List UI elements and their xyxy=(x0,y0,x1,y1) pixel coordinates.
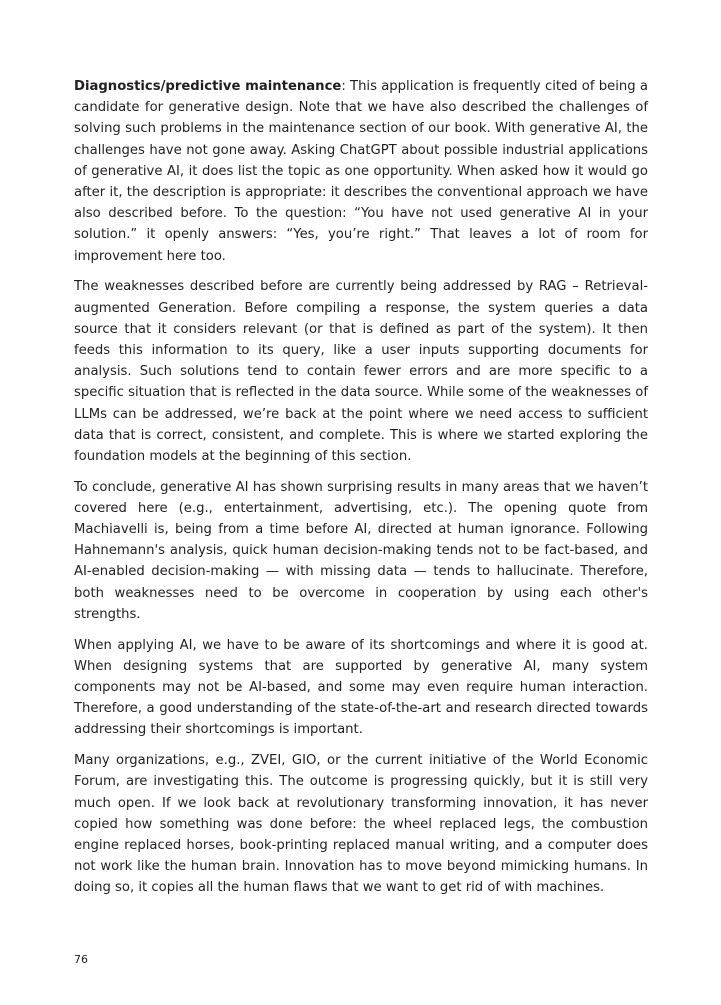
paragraph-organizations: Many organizations, e.g., ZVEI, GIO, or the current initiative of the World Economic Forum, are investigating this. The outcome is progressing quickly, but it is still very much open. If we look back at revolutionary transforming innovation, it has never copied how something was done before: the wheel replaced legs, the combustion engine replaced horses, book-printing replaced manual writing, and a computer does not work like the human brain. Innovation has to move beyond mimicking humans. In doing so, it copies all the human flaws that we want to get rid of with machines. xyxy=(74,753,648,896)
paragraph-text: : This application is frequently cited of being a candidate for generative design. Note that we have also described the challenges of solving such problems in the maintenance section of our book. With generative AI, the challenges have not gone away. Asking ChatGPT about possible industrial applications of generative AI, it does list the topic as one opportunity. When asked how it would go after it, the description is appropriate: it describes the conventional approach we have also described before. To the question: “You have not used generative AI in your solution.” it openly answers: “Yes, you’re right.” That leaves a lot of room for improvement here too. xyxy=(74,79,648,264)
paragraph-rag: The weaknesses described before are currently being addressed by RAG – Retrieval-augmented Generation. Before compiling a response, the system queries a data source that it considers relevant (or that is defined as part of the system). It then feeds this information to its query, like a user inputs supporting documents for analysis. Such solutions tend to contain fewer errors and are more specific to a specific situation that is reflected in the data source. While some of the weaknesses of LLMs can be addressed, we’re back at the point where we need access to sufficient data that is correct, consistent, and complete. This is where we started exploring the foundation models at the beginning of this section. xyxy=(74,279,648,464)
paragraph-applying-ai: When applying AI, we have to be aware of its shortcomings and where it is good at. When designing systems that are supported by generative AI, many system components may not be AI-based, and some may even require human interaction. Therefore, a good understanding of the state-of-the-art and research directed towards addressing their shortcomings is important. xyxy=(74,637,648,738)
page-number: 76 xyxy=(74,953,88,966)
paragraph-lead-term: Diagnostics/predictive maintenance xyxy=(74,79,342,94)
body-text xyxy=(74,76,648,899)
paragraph-conclusion: To conclude, generative AI has shown surprising results in many areas that we haven’t covered here (e.g., entertainment, advertising, etc.). The opening quote from Machiavelli is, being from a time before AI, directed at human ignorance. Following Hahnemann's analysis, quick human decision-making tends not to be fact-based, and AI-enabled decision-making — with missing data — tends to hallucinate. Therefore, both weaknesses need to be overcome in cooperation by using each other's strengths. xyxy=(74,479,648,622)
paragraph-predictive-maintenance xyxy=(74,76,648,267)
